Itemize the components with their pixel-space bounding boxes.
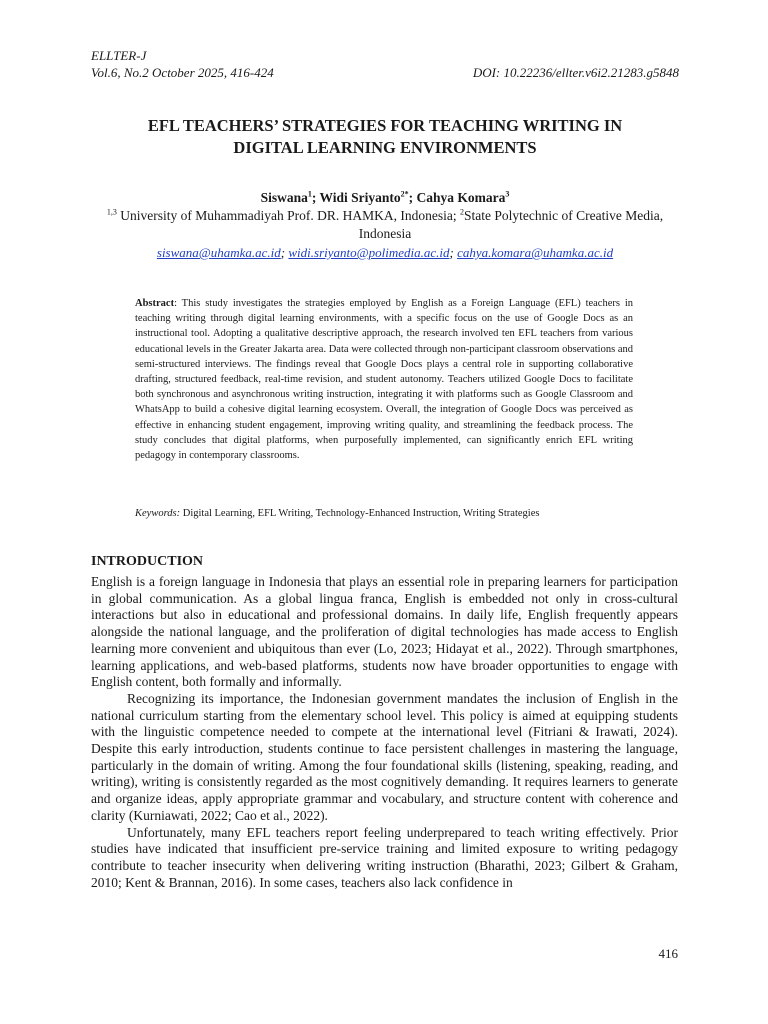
journal-doi: DOI: 10.22236/ellter.v6i2.21283.g5848	[472, 65, 679, 80]
author-2-affil: 2*	[400, 189, 409, 199]
running-header-left	[91, 47, 274, 81]
email-link-2[interactable]: widi.sriyanto@polimedia.ac.id	[288, 245, 450, 260]
affil-1-text: University of Muhammadiyah Prof. DR. HAMKA, Indonesia;	[116, 208, 460, 223]
keywords	[135, 506, 633, 521]
author-3-affil: 3	[505, 189, 510, 199]
email-link-3[interactable]: cahya.komara@uhamka.ac.id	[457, 245, 614, 260]
email-link-1[interactable]: siswana@uhamka.ac.id	[156, 245, 281, 260]
journal-volume: Vol.6, No.2 October 2025, 416-424	[91, 65, 274, 80]
journal-name: ELLTER-J	[91, 48, 147, 63]
title-line-1: EFL TEACHERS’ STRATEGIES FOR TEACHING WRITING IN	[147, 116, 623, 135]
author-2-name: Widi Sriyanto	[319, 190, 401, 205]
intro-paragraph-3: Unfortunately, many EFL teachers report feeling underprepared to teach writing effectively. Prior studies have indicated that insufficient pre-service training and limited exposure to writing pedagogy contribute to teacher insecurity when delivering writing instruction (Bharathi, 2023; Gilbert & Graham, 2010; Kent & Brannan, 2016). In some cases, teachers also lack confidence in	[91, 824, 678, 890]
author-separator: ;	[311, 190, 320, 205]
paper-title	[91, 115, 679, 159]
title-line-2: DIGITAL LEARNING ENVIRONMENTS	[233, 138, 537, 157]
intro-paragraph-1: English is a foreign language in Indonesia that plays an essential role in preparing learners for participation in global communication. As a global lingua franca, English is embedded not only in cross-cultural interactions but also in educational and professional domains. In daily life, English frequently appears alongside the national language, and the proliferation of digital technologies has made access to English learning more convenient and ubiquitous than ever (Lo, 2023; Hidayat et al., 2022). Through smartphones, learning applications, and web-based platforms, students now have broader opportunities to engage with English content, both formally and informally.	[91, 574, 678, 690]
author-list	[91, 189, 679, 207]
section-heading-introduction: INTRODUCTION	[91, 554, 204, 569]
intro-paragraph-2: Recognizing its importance, the Indonesian government mandates the inclusion of English in the national curriculum starting from the elementary school level. This policy is aimed at equipping students with the linguistic competence needed to compete at the international level (Fitriani & Irawati, 2024). Despite this early introduction, students continue to face persistent challenges in mastering the language, particularly in the domain of writing. Among the four foundational skills (listening, speaking, reading, and writing), writing is consistently regarded as the most cognitively demanding. It requires learners to generate and organize ideas, apply appropriate grammar and vocabulary, and structure content with coherence and clarity (Kurniawati, 2022; Cao et al., 2022).	[91, 690, 678, 823]
keywords-label: Keywords:	[135, 508, 181, 519]
author-1-name: Siswana	[260, 190, 308, 205]
affil-1-marker: 1,3	[106, 207, 117, 217]
author-1-affil: 1	[307, 189, 312, 199]
page-number: 416	[658, 946, 678, 961]
email-separator: ;	[280, 245, 289, 260]
author-3-name: Cahya Komara	[416, 190, 506, 205]
author-separator: ;	[408, 190, 417, 205]
abstract-text: : This study investigates the strategies employed by English as a Foreign Language (EFL) teachers in teaching writing through digital learning environments, with a specific focus on the use of Google Docs as an instructional tool. Adopting a qualitative descriptive approach, the research involved ten EFL teachers from various educational levels in the Greater Jakarta area. Data were collected through non-participant classroom observations and semi-structured interviews. The findings reveal that Google Docs plays a central role in supporting collaborative drafting, structured feedback, real-time revision, and student autonomy. Teachers utilized Google Docs to facilitate both synchronous and asynchronous writing instruction, integrating it with platforms such as Google Classroom and WhatsApp to build a cohesive digital learning ecosystem. Overall, the integration of Google Docs was perceived as effective in enhancing student engagement, improving writing quality, and streamlining the feedback process. The study concludes that digital platforms, when purposefully implemented, can significantly enrich EFL writing pedagogy in contemporary classrooms.	[135, 298, 633, 462]
abstract-label: Abstract	[135, 298, 175, 309]
keywords-text: Digital Learning, EFL Writing, Technology-Enhanced Instruction, Writing Strategies	[180, 508, 540, 519]
abstract	[135, 296, 633, 463]
affil-2-text: State Polytechnic of Creative Media, Indonesia	[358, 208, 664, 241]
affil-2-marker: 2	[460, 207, 464, 217]
author-emails	[91, 244, 679, 262]
email-separator: ;	[449, 245, 458, 260]
affiliations	[100, 207, 670, 243]
introduction-body	[91, 574, 678, 891]
